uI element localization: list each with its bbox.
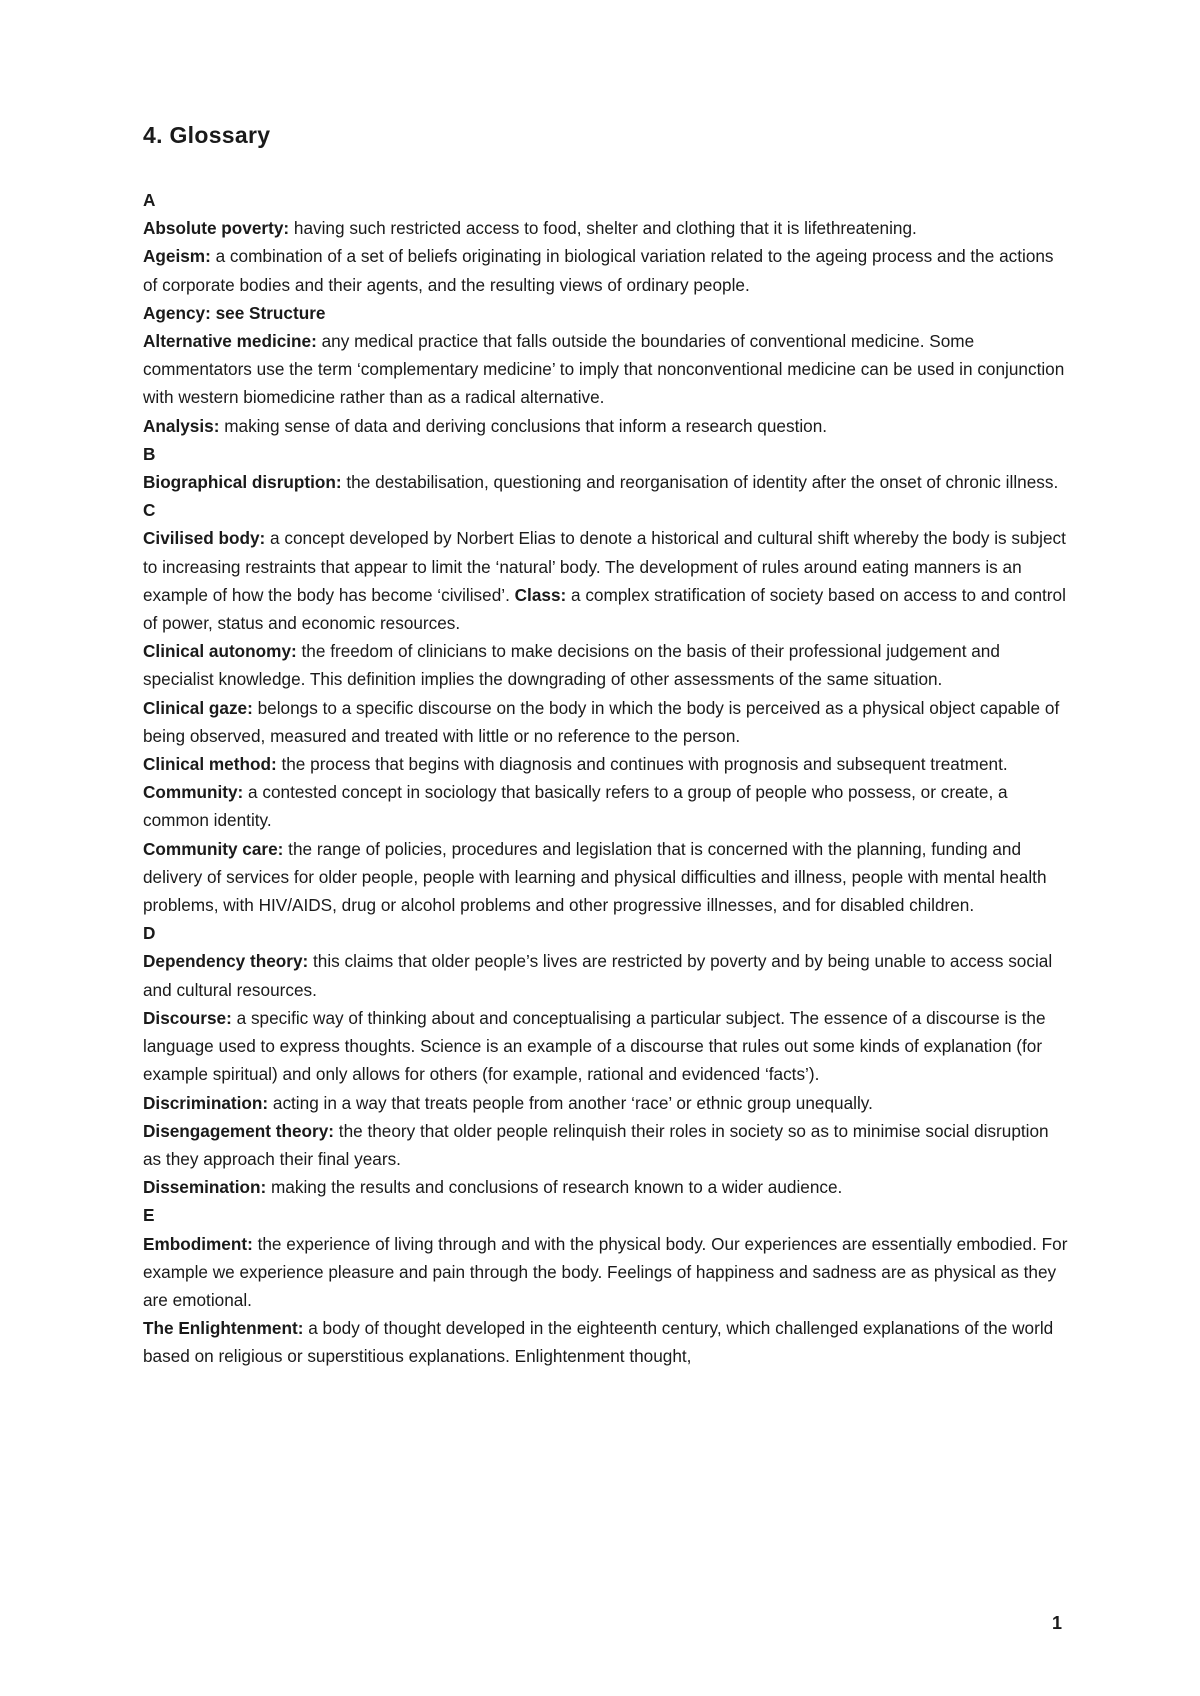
section-letter: E xyxy=(143,1205,155,1226)
glossary-definition: this claims that older people’s lives are restricted by poverty and by being unable to access social and cultural resources. xyxy=(143,951,1053,1000)
section-letter: D xyxy=(143,923,156,944)
glossary-term: Community: xyxy=(143,782,244,803)
glossary-definition: having such restricted access to food, shelter and clothing that it is lifethreatening. xyxy=(289,218,917,239)
glossary-definition: a body of thought developed in the eighteenth century, which challenged explanations of the world based on religious or superstitious explanations. Enlightenment thought, xyxy=(143,1318,1054,1367)
glossary-entry xyxy=(143,214,1068,242)
glossary-term: The Enlightenment: xyxy=(143,1318,304,1339)
glossary-entry xyxy=(143,1314,1068,1370)
glossary-term: Absolute poverty: xyxy=(143,218,290,239)
glossary-term: Clinical gaze: xyxy=(143,697,253,718)
glossary-entry xyxy=(143,947,1068,1003)
glossary-entry xyxy=(143,1004,1068,1089)
glossary-definition: the process that begins with diagnosis and continues with prognosis and subsequent treatment. xyxy=(276,754,1008,775)
glossary-term: Civilised body: xyxy=(143,528,266,549)
glossary-entry xyxy=(143,637,1068,693)
glossary-definition: a complex stratification of society based on access to and control of power, status and economic resources. xyxy=(143,584,1066,634)
glossary-term: Discrimination: xyxy=(143,1092,269,1113)
glossary-definition: the theory that older people relinquish their roles in society so as to minimise social disruption as they approach their final years. xyxy=(143,1120,1049,1169)
glossary-entry xyxy=(143,778,1068,834)
glossary-definition: acting in a way that treats people from another ‘race’ or ethnic group unequally. xyxy=(268,1092,873,1113)
glossary-definition: belongs to a specific discourse on the body in which the body is perceived as a physical object capable of being observed, measured and treated with little or no reference to the person. xyxy=(143,697,1060,746)
section-letter: A xyxy=(143,190,156,210)
glossary-entry xyxy=(143,694,1068,750)
glossary-definition: making sense of data and deriving conclusions that inform a research question. xyxy=(219,415,828,436)
glossary-entry xyxy=(143,242,1068,298)
glossary-term: Ageism: xyxy=(143,246,211,267)
glossary-entry xyxy=(143,1173,1068,1201)
page-number: 1 xyxy=(1051,1613,1062,1633)
glossary-entry xyxy=(143,1117,1068,1173)
glossary-entry xyxy=(143,1089,1068,1117)
glossary-definition: the range of policies, procedures and legislation that is concerned with the planning, funding and delivery of services for older people, people with learning and physical difficulties and illness, people with mental health problems, with HIV/AIDS, drug or alcohol problems and other progressive illnesses, and for disabled children. xyxy=(143,838,1047,916)
glossary-term: Alternative medicine: xyxy=(143,331,317,352)
glossary-entry xyxy=(143,750,1068,778)
glossary-term: Biographical disruption: xyxy=(143,472,342,493)
page-title: 4. Glossary xyxy=(143,122,271,148)
glossary-content xyxy=(143,186,1068,1371)
glossary-entry xyxy=(143,835,1068,920)
glossary-term: Class: xyxy=(514,584,567,605)
glossary-entry xyxy=(143,1230,1068,1315)
glossary-definition: the destabilisation, questioning and reorganisation of identity after the onset of chronic illness. xyxy=(341,472,1059,493)
glossary-term: Analysis: xyxy=(143,415,220,436)
glossary-definition: a contested concept in sociology that basically refers to a group of people who possess, or create, a common identity. xyxy=(143,782,1008,831)
glossary-term: Embodiment: xyxy=(143,1233,253,1254)
glossary-definition: any medical practice that falls outside the boundaries of conventional medicine. Some commentators use the term ‘complementary medicine’ to imply that nonconventional medicine can be used in conjunction with western biomedicine rather than as a radical alternative. xyxy=(143,331,1065,408)
glossary-definition: making the results and conclusions of research known to a wider audience. xyxy=(266,1177,843,1198)
glossary-definition: a concept developed by Norbert Elias to denote a historical and cultural shift whereby the body is subject to increasing restraints that appear to limit the ‘natural’ body. The development of rules around eating manners is an example of how the body has become ‘civilised’. xyxy=(143,528,1066,605)
glossary-term: Community care: xyxy=(143,838,284,859)
glossary-term: Clinical autonomy: xyxy=(143,641,297,662)
glossary-term: Discourse: xyxy=(143,1007,232,1028)
glossary-definition: the experience of living through and with the physical body. Our experiences are essentially embodied. For example we experience pleasure and pain through the body. Feelings of happiness and sadness are as physical as they are emotional. xyxy=(143,1233,1068,1310)
glossary-term: Dissemination: xyxy=(143,1177,267,1198)
glossary-entry xyxy=(143,299,1068,327)
glossary-entry xyxy=(143,327,1068,412)
glossary-term: Disengagement theory: xyxy=(143,1120,335,1141)
glossary-definition: the freedom of clinicians to make decisions on the basis of their professional judgement and specialist knowledge. This definition implies the downgrading of other assessments of the same situation. xyxy=(143,641,1000,690)
glossary-term: Dependency theory: xyxy=(143,951,309,972)
glossary-definition: a combination of a set of beliefs originating in biological variation related to the ageing process and the actions of corporate bodies and their agents, and the resulting views of ordinary people. xyxy=(143,246,1054,295)
glossary-definition: a specific way of thinking about and conceptualising a particular subject. The essence of a discourse is the language used to express thoughts. Science is an example of a discourse that rules out some kinds of explanation (for example spiritual) and only allows for others (for example, rational and evidenced ‘facts’). xyxy=(143,1007,1046,1085)
glossary-entry xyxy=(143,468,1068,524)
glossary-entry xyxy=(143,412,1068,440)
glossary-term: C xyxy=(143,500,156,521)
glossary-term: Clinical method: xyxy=(143,754,277,775)
glossary-term: Agency: see Structure xyxy=(143,302,326,323)
glossary-entry xyxy=(143,524,1068,637)
section-letter: B xyxy=(143,443,156,464)
